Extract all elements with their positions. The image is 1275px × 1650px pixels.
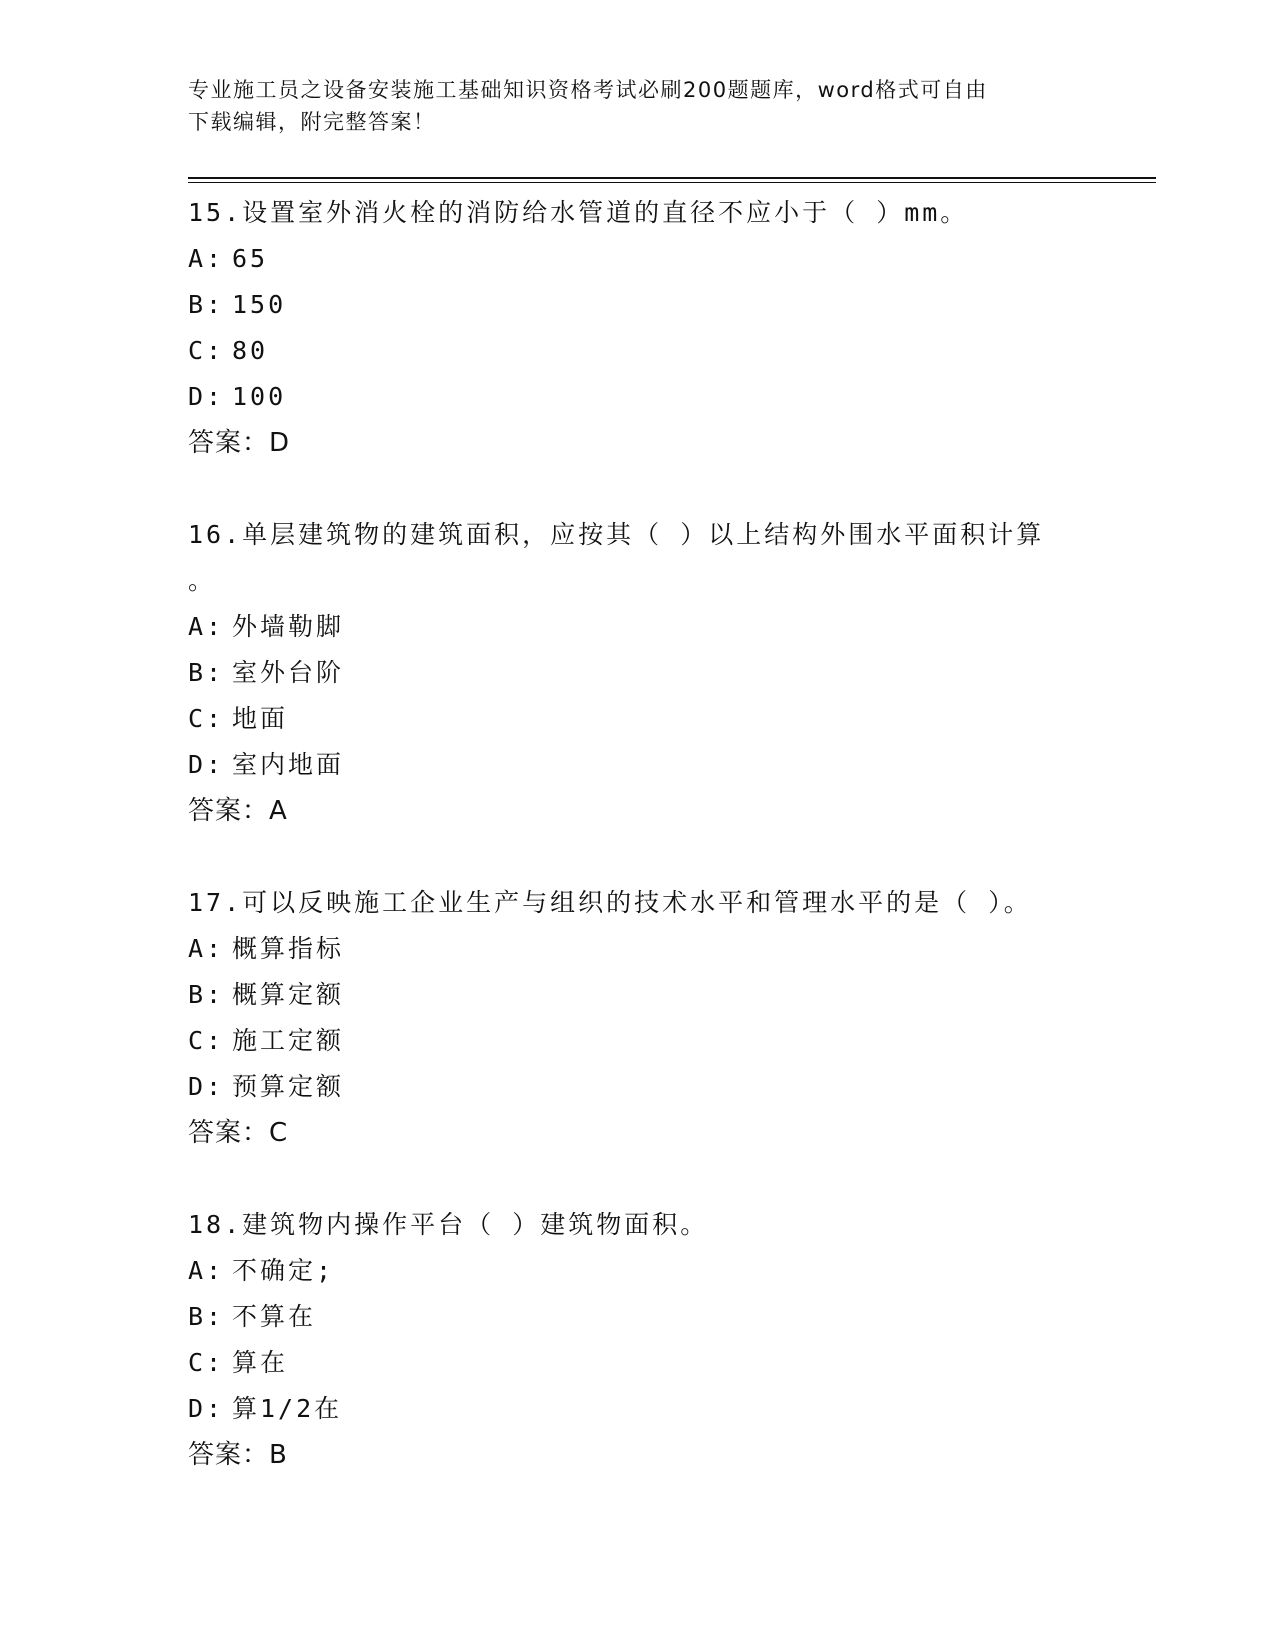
question-text: 17.可以反映施工企业生产与组织的技术水平和管理水平的是（ ）。: [188, 888, 1032, 917]
option-a: [188, 926, 1088, 972]
option-letter: C:: [188, 1026, 225, 1055]
question-text: 18.建筑物内操作平台（ ）建筑物面积。: [188, 1210, 709, 1239]
option-text: 150: [232, 290, 287, 319]
question-text-continuation: 。: [188, 566, 217, 595]
option-text: 65: [232, 244, 269, 273]
option-letter: C:: [188, 1348, 225, 1377]
option-letter: B:: [188, 1302, 225, 1331]
option-d: [188, 742, 1088, 788]
option-text: 概算指标: [232, 934, 345, 963]
option-text: 施工定额: [232, 1026, 345, 1055]
option-text: 室内地面: [232, 750, 345, 779]
option-text: 不确定;: [232, 1256, 335, 1285]
option-letter: D:: [188, 382, 225, 411]
option-b: [188, 650, 1088, 696]
option-letter: C:: [188, 336, 225, 365]
option-text: 100: [232, 382, 287, 411]
answer-text: 答案：B: [188, 1440, 288, 1470]
question-16: [188, 512, 1088, 834]
option-letter: A:: [188, 612, 225, 641]
option-letter: A:: [188, 1256, 225, 1285]
option-a: [188, 604, 1088, 650]
answer-text: 答案：C: [188, 1118, 289, 1148]
question-18: [188, 1202, 1088, 1478]
option-text: 算在: [232, 1348, 289, 1377]
question-17: [188, 880, 1088, 1156]
option-letter: B:: [188, 658, 225, 687]
option-a: [188, 1248, 1088, 1294]
option-c: [188, 328, 1088, 374]
option-letter: D:: [188, 1394, 225, 1423]
option-text: 地面: [232, 704, 289, 733]
option-letter: D:: [188, 1072, 225, 1101]
option-c: [188, 1340, 1088, 1386]
option-d: [188, 1386, 1088, 1432]
question-list: [188, 190, 1088, 1524]
option-b: [188, 282, 1088, 328]
option-c: [188, 696, 1088, 742]
question-15: [188, 190, 1088, 466]
option-letter: B:: [188, 290, 225, 319]
option-letter: D:: [188, 750, 225, 779]
option-text: 不算在: [232, 1302, 317, 1331]
question-text: 16.单层建筑物的建筑面积，应按其（ ）以上结构外围水平面积计算: [188, 520, 1045, 549]
option-a: [188, 236, 1088, 282]
option-text: 80: [232, 336, 269, 365]
option-letter: B:: [188, 980, 225, 1009]
option-letter: A:: [188, 244, 225, 273]
option-d: [188, 1064, 1088, 1110]
option-text: 预算定额: [232, 1072, 345, 1101]
option-letter: A:: [188, 934, 225, 963]
option-text: 概算定额: [232, 980, 345, 1009]
option-b: [188, 1294, 1088, 1340]
option-text: 外墙勒脚: [232, 612, 345, 641]
option-d: [188, 374, 1088, 420]
question-text: 15.设置室外消火栓的消防给水管道的直径不应小于（ ）mm。: [188, 198, 969, 227]
document-header: [188, 74, 1088, 138]
option-text: 算1/2在: [232, 1394, 343, 1423]
option-c: [188, 1018, 1088, 1064]
answer-text: 答案：D: [188, 428, 291, 458]
header-line-2: 下载编辑，附完整答案！: [188, 110, 436, 134]
header-line-1: 专业施工员之设备安装施工基础知识资格考试必刷200题题库，word格式可自由: [188, 78, 988, 102]
answer-text: 答案：A: [188, 796, 288, 826]
option-letter: C:: [188, 704, 225, 733]
header-divider-thick: [188, 177, 1156, 179]
header-divider-thin: [188, 182, 1156, 183]
option-text: 室外台阶: [232, 658, 345, 687]
option-b: [188, 972, 1088, 1018]
